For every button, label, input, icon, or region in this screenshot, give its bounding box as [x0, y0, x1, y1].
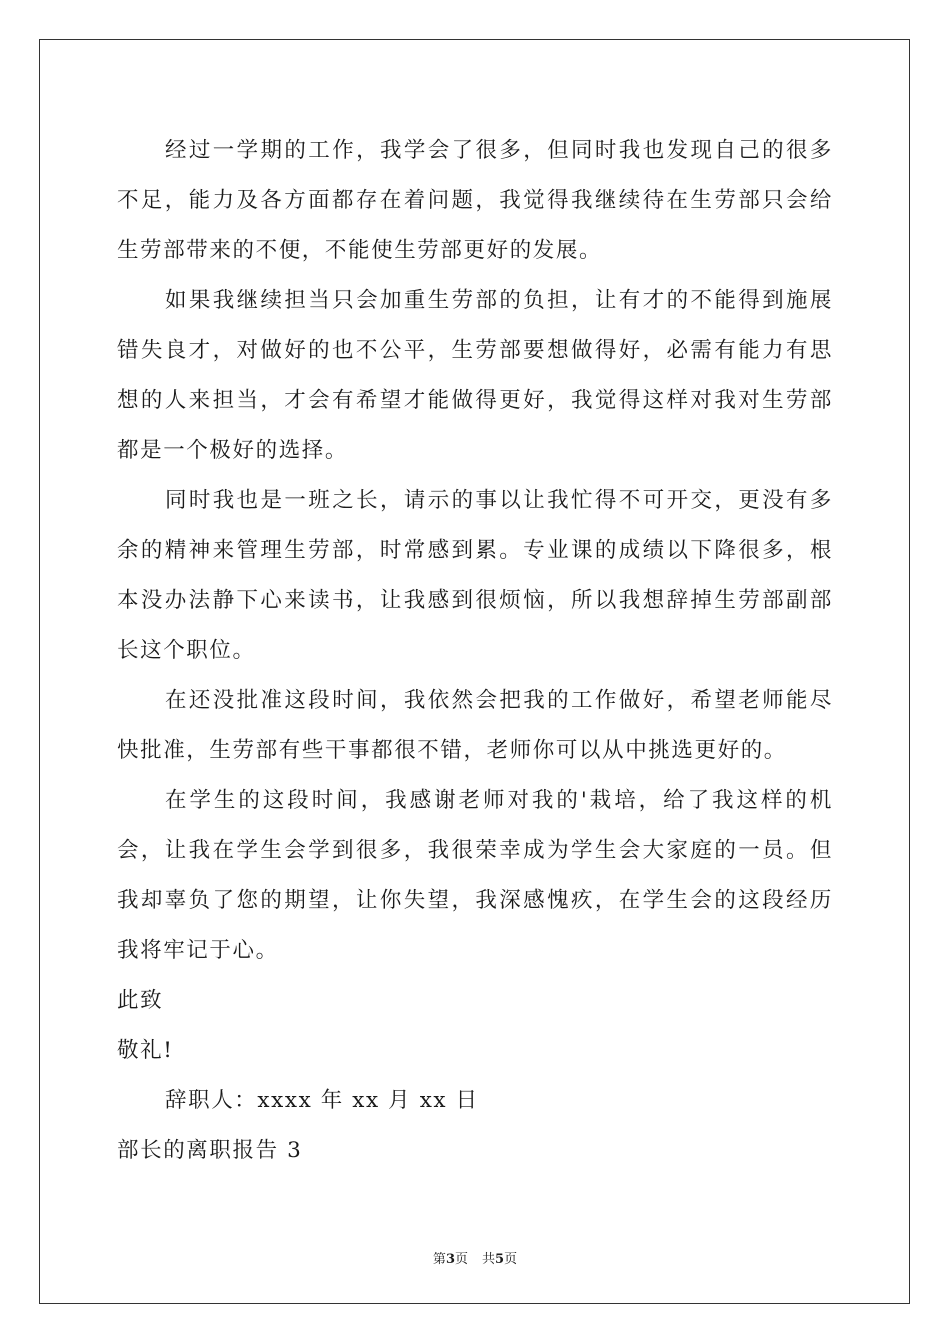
- paragraph-4: 在还没批准这段时间，我依然会把我的工作做好，希望老师能尽快批准，生劳部有些干事都很不错，老师你可以从中挑选更好的。: [117, 688, 833, 763]
- page-suffix: 页: [454, 1252, 468, 1267]
- next-section-title: 部长的离职报告 3: [117, 1138, 303, 1163]
- paragraph-3: 同时我也是一班之长，请示的事以让我忙得不可开交，更没有多余的精神来管理生劳部，时常感到累。专业课的成绩以下降很多，根本没办法静下心来读书，让我感到很烦恼，所以我想辞掉生劳部副部长这个职位。: [117, 488, 833, 663]
- paragraph-5: 在学生的这段时间，我感谢老师对我的'栽培，给了我这样的机会，让我在学生会学到很多，我很荣幸成为学生会大家庭的一员。但我却辜负了您的期望，让你失望，我深感愧疚，在学生会的这段经历我将牢记于心。: [117, 788, 833, 963]
- page-current: 3: [445, 1252, 455, 1267]
- paragraph-1: 经过一学期的工作，我学会了很多，但同时我也发现自己的很多不足，能力及各方面都存在着问题，我觉得我继续待在生劳部只会给生劳部带来的不便，不能使生劳部更好的发展。: [117, 138, 833, 263]
- letter-body: [117, 126, 833, 1176]
- page-prefix: 第: [432, 1252, 446, 1267]
- signature-line: 辞职人：xxxx 年 xx 月 xx 日: [165, 1088, 479, 1113]
- total-suffix: 页: [504, 1252, 518, 1267]
- page-total: 5: [495, 1252, 505, 1267]
- salutation-line: 敬礼!: [117, 1038, 174, 1063]
- closing-line: 此致: [117, 988, 164, 1013]
- total-prefix: 共: [482, 1252, 496, 1267]
- page-footer: [0, 1248, 950, 1267]
- paragraph-2: 如果我继续担当只会加重生劳部的负担，让有才的不能得到施展错失良才，对做好的也不公平，生劳部要想做得好，必需有能力有思想的人来担当，才会有希望才能做得更好，我觉得这样对我对生劳部都是一个极好的选择。: [117, 288, 833, 463]
